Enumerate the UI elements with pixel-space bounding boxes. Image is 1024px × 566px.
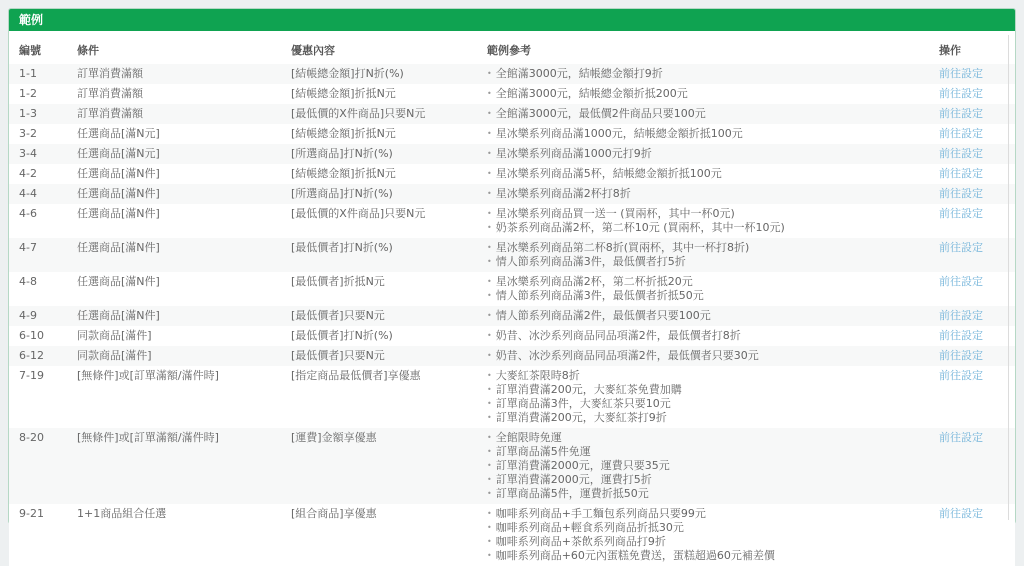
examples-cell bbox=[477, 326, 929, 346]
goto-settings-link[interactable]: 前往設定 bbox=[939, 275, 983, 288]
bullet-icon: • bbox=[487, 509, 492, 518]
goto-settings-link[interactable]: 前往設定 bbox=[939, 67, 983, 80]
row-id-cell: 1-3 bbox=[19, 107, 37, 120]
condition-cell: [無條件]或[訂單滿額/滿件時] bbox=[77, 369, 219, 382]
condition-cell: 訂單消費滿額 bbox=[77, 87, 143, 100]
action-cell bbox=[929, 64, 1015, 84]
action-cell bbox=[929, 238, 1015, 272]
action-cell bbox=[929, 144, 1015, 164]
action-cell bbox=[929, 366, 1015, 428]
table-row bbox=[9, 504, 1015, 566]
row-id-cell: 1-1 bbox=[19, 67, 37, 80]
example-line: • 全館滿3000元，最低價2件商品只要100元 bbox=[487, 107, 706, 120]
condition-cell: 1+1商品組合任選 bbox=[77, 507, 167, 520]
condition-cell: 訂單消費滿額 bbox=[77, 107, 143, 120]
examples-cell bbox=[477, 104, 929, 124]
example-line: • 情人節系列商品滿2件，最低價者只要100元 bbox=[487, 309, 711, 322]
bullet-icon: • bbox=[487, 109, 492, 118]
offer-cell: [結帳總金額]折抵N元 bbox=[291, 167, 396, 180]
offer-cell: [指定商品最低價者]享優惠 bbox=[291, 369, 421, 382]
goto-settings-link[interactable]: 前往設定 bbox=[939, 369, 983, 382]
bullet-icon: • bbox=[487, 399, 492, 408]
offer-cell: [所選商品]打N折(%) bbox=[291, 147, 393, 160]
bullet-icon: • bbox=[487, 385, 492, 394]
table-row bbox=[9, 64, 1015, 84]
offer-cell: [最低價者]只要N元 bbox=[291, 309, 385, 322]
column-header-offer: 優惠內容 bbox=[281, 37, 477, 64]
condition-cell: 任選商品[滿N件] bbox=[77, 187, 160, 200]
bullet-icon: • bbox=[487, 69, 492, 78]
offer-cell: [最低價者]只要N元 bbox=[291, 349, 385, 362]
condition-cell: 任選商品[滿N件] bbox=[77, 309, 160, 322]
row-id-cell: 4-7 bbox=[19, 241, 37, 254]
example-line: • 訂單商品滿5件免運 bbox=[487, 445, 591, 458]
example-line: • 訂單消費滿2000元，運費打5折 bbox=[487, 473, 652, 486]
action-cell bbox=[929, 504, 1015, 566]
row-id-cell: 3-4 bbox=[19, 147, 37, 160]
offer-cell: [最低價者]折抵N元 bbox=[291, 275, 385, 288]
table-row bbox=[9, 204, 1015, 238]
offer-cell: [最低價者]打N折(%) bbox=[291, 241, 393, 254]
bullet-icon: • bbox=[487, 149, 492, 158]
offer-cell: [組合商品]享優惠 bbox=[291, 507, 377, 520]
bullet-icon: • bbox=[487, 371, 492, 380]
row-id-cell: 6-10 bbox=[19, 329, 44, 342]
condition-cell: 同款商品[滿件] bbox=[77, 329, 152, 342]
bullet-icon: • bbox=[487, 291, 492, 300]
examples-cell bbox=[477, 272, 929, 306]
example-line: • 情人節系列商品滿3件，最低價者打5折 bbox=[487, 255, 686, 268]
row-id-cell: 1-2 bbox=[19, 87, 37, 100]
offer-cell: [結帳總金額]打N折(%) bbox=[291, 67, 404, 80]
goto-settings-link[interactable]: 前往設定 bbox=[939, 349, 983, 362]
example-line: • 訂單商品滿3件，大麥紅茶只要10元 bbox=[487, 397, 671, 410]
row-id-cell: 7-19 bbox=[19, 369, 44, 382]
bullet-icon: • bbox=[487, 223, 492, 232]
goto-settings-link[interactable]: 前往設定 bbox=[939, 507, 983, 520]
table-row bbox=[9, 104, 1015, 124]
examples-cell bbox=[477, 238, 929, 272]
bullet-icon: • bbox=[487, 489, 492, 498]
bullet-icon: • bbox=[487, 243, 492, 252]
column-header-condition: 條件 bbox=[67, 37, 281, 64]
table-row bbox=[9, 84, 1015, 104]
row-id-cell: 4-2 bbox=[19, 167, 37, 180]
bullet-icon: • bbox=[487, 277, 492, 286]
action-cell bbox=[929, 204, 1015, 238]
examples-cell bbox=[477, 184, 929, 204]
table-header-row bbox=[9, 37, 1015, 64]
example-line: • 咖啡系列商品+60元內蛋糕免費送，蛋糕超過60元補差價 bbox=[487, 549, 775, 562]
examples-cell bbox=[477, 64, 929, 84]
action-cell bbox=[929, 124, 1015, 144]
action-cell bbox=[929, 84, 1015, 104]
row-id-cell: 8-20 bbox=[19, 431, 44, 444]
examples-cell bbox=[477, 428, 929, 504]
column-header-reference: 範例參考 bbox=[477, 37, 929, 64]
example-line: • 情人節系列商品滿3件，最低價者折抵50元 bbox=[487, 289, 704, 302]
example-line: • 星冰樂系列商品滿1000元，結帳總金額折抵100元 bbox=[487, 127, 743, 140]
example-line: • 星冰樂系列商品滿2杯，第二杯折抵20元 bbox=[487, 275, 693, 288]
goto-settings-link[interactable]: 前往設定 bbox=[939, 167, 983, 180]
action-cell bbox=[929, 306, 1015, 326]
row-id-cell: 9-21 bbox=[19, 507, 44, 520]
offer-cell: [所選商品]打N折(%) bbox=[291, 187, 393, 200]
examples-table bbox=[9, 37, 1015, 566]
bullet-icon: • bbox=[487, 311, 492, 320]
bullet-icon: • bbox=[487, 523, 492, 532]
example-line: • 訂單消費滿2000元，運費只要35元 bbox=[487, 459, 670, 472]
table-row bbox=[9, 326, 1015, 346]
examples-cell bbox=[477, 346, 929, 366]
action-cell bbox=[929, 272, 1015, 306]
example-line: • 咖啡系列商品+輕食系列商品折抵30元 bbox=[487, 521, 684, 534]
condition-cell: 同款商品[滿件] bbox=[77, 349, 152, 362]
panel-header bbox=[9, 9, 1015, 31]
offer-cell: [最低價的X件商品]只要N元 bbox=[291, 207, 426, 220]
action-cell bbox=[929, 346, 1015, 366]
example-line: • 訂單商品滿5件，運費折抵50元 bbox=[487, 487, 649, 500]
bullet-icon: • bbox=[487, 209, 492, 218]
bullet-icon: • bbox=[487, 447, 492, 456]
goto-settings-link[interactable]: 前往設定 bbox=[939, 241, 983, 254]
bullet-icon: • bbox=[487, 551, 492, 560]
action-cell bbox=[929, 184, 1015, 204]
action-cell bbox=[929, 428, 1015, 504]
row-id-cell: 3-2 bbox=[19, 127, 37, 140]
row-id-cell: 4-6 bbox=[19, 207, 37, 220]
examples-cell bbox=[477, 164, 929, 184]
row-id-cell: 4-4 bbox=[19, 187, 37, 200]
bullet-icon: • bbox=[487, 169, 492, 178]
offer-cell: [最低價者]打N折(%) bbox=[291, 329, 393, 342]
column-header-id: 編號 bbox=[9, 37, 67, 64]
table-row bbox=[9, 164, 1015, 184]
example-line: • 訂單消費滿200元，大麥紅茶打9折 bbox=[487, 411, 667, 424]
condition-cell: 訂單消費滿額 bbox=[77, 67, 143, 80]
bullet-icon: • bbox=[487, 129, 492, 138]
examples-cell bbox=[477, 144, 929, 164]
table-row bbox=[9, 144, 1015, 164]
condition-cell: 任選商品[滿N件] bbox=[77, 241, 160, 254]
example-line: • 奶昔、冰沙系列商品同品項滿2件，最低價者只要30元 bbox=[487, 349, 759, 362]
example-line: • 大麥紅茶限時8折 bbox=[487, 369, 580, 382]
table-row bbox=[9, 306, 1015, 326]
goto-settings-link[interactable]: 前往設定 bbox=[939, 309, 983, 322]
table-row bbox=[9, 184, 1015, 204]
goto-settings-link[interactable]: 前往設定 bbox=[939, 127, 983, 140]
example-line: • 奶茶系列商品滿2杯，第二杯10元 (買兩杯，其中一杯10元) bbox=[487, 221, 785, 234]
table-row bbox=[9, 428, 1015, 504]
bullet-icon: • bbox=[487, 537, 492, 546]
condition-cell: [無條件]或[訂單滿額/滿件時] bbox=[77, 431, 219, 444]
offer-cell: [結帳總金額]折抵N元 bbox=[291, 127, 396, 140]
example-line: • 星冰樂系列商品滿2杯打8折 bbox=[487, 187, 631, 200]
bullet-icon: • bbox=[487, 475, 492, 484]
action-cell bbox=[929, 164, 1015, 184]
examples-cell bbox=[477, 306, 929, 326]
bullet-icon: • bbox=[487, 461, 492, 470]
example-line: • 全館滿3000元，結帳總金額打9折 bbox=[487, 67, 663, 80]
examples-cell bbox=[477, 366, 929, 428]
example-line: • 全館滿3000元，結帳總金額折抵200元 bbox=[487, 87, 688, 100]
table-row bbox=[9, 366, 1015, 428]
bullet-icon: • bbox=[487, 189, 492, 198]
table-row bbox=[9, 272, 1015, 306]
row-id-cell: 4-8 bbox=[19, 275, 37, 288]
bullet-icon: • bbox=[487, 351, 492, 360]
condition-cell: 任選商品[滿N元] bbox=[77, 127, 160, 140]
column-header-action: 操作 bbox=[929, 37, 1015, 64]
scrollbar-track[interactable] bbox=[1008, 35, 1009, 520]
table-row bbox=[9, 346, 1015, 366]
example-line: • 咖啡系列商品+手工麵包系列商品只要99元 bbox=[487, 507, 706, 520]
table-row bbox=[9, 238, 1015, 272]
goto-settings-link[interactable]: 前往設定 bbox=[939, 147, 983, 160]
offer-cell: [最低價的X件商品]只要N元 bbox=[291, 107, 426, 120]
action-cell bbox=[929, 326, 1015, 346]
example-line: • 全館限時免運 bbox=[487, 431, 562, 444]
example-line: • 星冰樂系列商品滿1000元打9折 bbox=[487, 147, 652, 160]
goto-settings-link[interactable]: 前往設定 bbox=[939, 329, 983, 342]
bullet-icon: • bbox=[487, 433, 492, 442]
condition-cell: 任選商品[滿N件] bbox=[77, 207, 160, 220]
action-cell bbox=[929, 104, 1015, 124]
offer-cell: [結帳總金額]折抵N元 bbox=[291, 87, 396, 100]
example-line: • 星冰樂系列商品滿5杯，結帳總金額折抵100元 bbox=[487, 167, 722, 180]
condition-cell: 任選商品[滿N件] bbox=[77, 275, 160, 288]
goto-settings-link[interactable]: 前往設定 bbox=[939, 207, 983, 220]
example-line: • 訂單消費滿200元，大麥紅茶免費加購 bbox=[487, 383, 682, 396]
example-line: • 星冰樂系列商品第二杯8折(買兩杯，其中一杯打8折) bbox=[487, 241, 750, 254]
condition-cell: 任選商品[滿N元] bbox=[77, 147, 160, 160]
examples-cell bbox=[477, 504, 929, 566]
row-id-cell: 6-12 bbox=[19, 349, 44, 362]
offer-cell: [運費]金額享優惠 bbox=[291, 431, 377, 444]
table-row bbox=[9, 124, 1015, 144]
bullet-icon: • bbox=[487, 257, 492, 266]
row-id-cell: 4-9 bbox=[19, 309, 37, 322]
bullet-icon: • bbox=[487, 413, 492, 422]
bullet-icon: • bbox=[487, 89, 492, 98]
example-line: • 星冰樂系列商品買一送一 (買兩杯，其中一杯0元) bbox=[487, 207, 735, 220]
condition-cell: 任選商品[滿N件] bbox=[77, 167, 160, 180]
goto-settings-link[interactable]: 前往設定 bbox=[939, 431, 983, 444]
example-line: • 咖啡系列商品+茶飲系列商品打9折 bbox=[487, 535, 666, 548]
goto-settings-link[interactable]: 前往設定 bbox=[939, 107, 983, 120]
examples-cell bbox=[477, 84, 929, 104]
examples-cell bbox=[477, 204, 929, 238]
panel-title: 範例 bbox=[19, 13, 44, 27]
examples-panel bbox=[8, 8, 1016, 562]
goto-settings-link[interactable]: 前往設定 bbox=[939, 87, 983, 100]
goto-settings-link[interactable]: 前往設定 bbox=[939, 187, 983, 200]
example-line: • 奶昔、冰沙系列商品同品項滿2件，最低價者打8折 bbox=[487, 329, 741, 342]
examples-cell bbox=[477, 124, 929, 144]
bullet-icon: • bbox=[487, 331, 492, 340]
